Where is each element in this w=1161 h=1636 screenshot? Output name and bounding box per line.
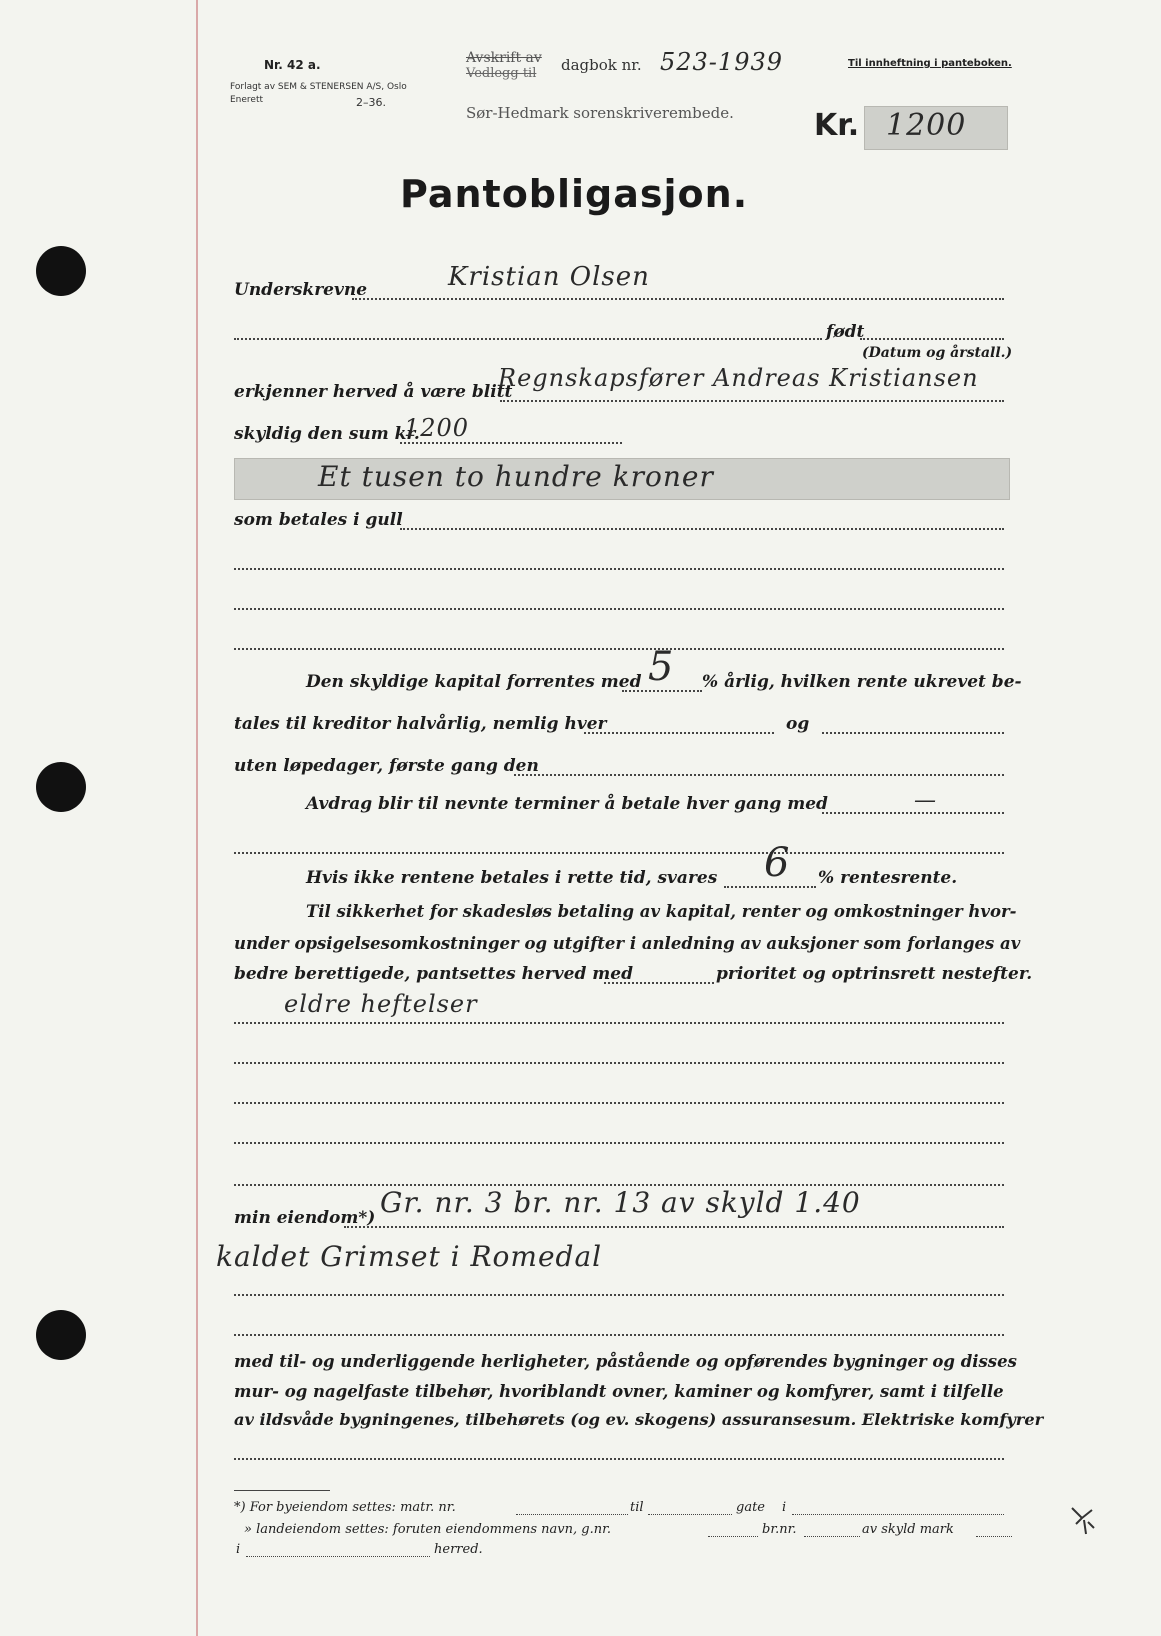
footnote-gate: gate xyxy=(736,1500,765,1515)
fodt-label: født xyxy=(826,322,865,342)
footnote-line xyxy=(516,1514,628,1515)
tilbehor-line-3: av ildsvåde bygningenes, tilbehørets (og ev. skogens) assuransesum. Elektriske komfyrer xyxy=(234,1410,1044,1429)
sikkerhet-line-2: under opsigelsesomkostninger og utgifter i anledning av auksjoner som forlanges av xyxy=(234,934,1021,953)
form-number: Nr. 42 a. xyxy=(264,58,321,72)
rente-label-a: Den skyldige kapital forrentes med xyxy=(306,672,642,692)
underskrevne-signature: Kristian Olsen xyxy=(448,262,650,292)
footnote-line xyxy=(246,1556,430,1557)
avskrift-label: Avskrift av xyxy=(466,50,542,66)
footnote-line xyxy=(648,1514,732,1515)
halvarlig-label: tales til kreditor halvårlig, nemlig hver xyxy=(234,714,607,734)
footnote-line xyxy=(976,1536,1012,1537)
blank-line xyxy=(234,568,1004,570)
lopedager-line xyxy=(514,774,1004,776)
skyldig-label: skyldig den sum kr. xyxy=(234,424,420,444)
hvis-value: 6 xyxy=(764,840,791,886)
kr-label: Kr. xyxy=(814,108,860,143)
avdrag-value: — xyxy=(914,788,937,813)
blank-line xyxy=(234,1458,1004,1460)
footnote-til: til xyxy=(630,1500,644,1515)
dagbok-number: 523-1939 xyxy=(660,48,783,76)
datum-note: (Datum og årstall.) xyxy=(862,345,1013,361)
prioritet-value: eldre heftelser xyxy=(284,990,478,1018)
halvarlig-line xyxy=(584,732,774,734)
footnote-line xyxy=(804,1536,860,1537)
blank-line xyxy=(234,1022,1004,1024)
archive-mark-icon xyxy=(1068,1504,1098,1538)
margin-rule xyxy=(196,0,198,1636)
footnote-line xyxy=(792,1514,1004,1515)
og-label: og xyxy=(786,714,810,734)
underskrevne-line xyxy=(352,298,1004,300)
punch-hole-icon xyxy=(36,762,86,812)
rights-line: Enerett xyxy=(230,95,264,105)
footnote-line xyxy=(708,1536,758,1537)
prioritet-line xyxy=(604,982,714,984)
blank-line xyxy=(234,1062,1004,1064)
og-line xyxy=(822,732,1004,734)
blank-line xyxy=(234,852,1004,854)
fodt-line-right xyxy=(860,338,1004,340)
footnote-skyld: av skyld mark xyxy=(862,1522,954,1537)
fodt-line xyxy=(234,338,822,340)
gull-line xyxy=(400,528,1004,530)
eiendom-label: min eiendom*) xyxy=(234,1208,376,1228)
hvis-label-a: Hvis ikke rentene betales i rette tid, svares xyxy=(306,868,718,888)
punch-hole-icon xyxy=(36,246,86,296)
hvis-label-b: % rentesrente. xyxy=(818,868,958,888)
blank-line xyxy=(234,1142,1004,1144)
dagbok-label: dagbok nr. xyxy=(561,56,642,74)
blank-line xyxy=(234,648,1004,650)
avdrag-line xyxy=(822,812,1004,814)
skyldig-line xyxy=(400,442,622,444)
vedlegg-label: Vedlegg til xyxy=(466,66,537,81)
footnote-herred-i: i xyxy=(236,1542,241,1557)
sikkerhet-line-3a: bedre berettigede, pantsettes herved med xyxy=(234,964,633,984)
footnote-rule xyxy=(234,1490,330,1491)
avdrag-label: Avdrag blir til nevnte terminer å betale hver gang med xyxy=(306,794,828,814)
blank-line xyxy=(234,608,1004,610)
gull-label: som betales i gull xyxy=(234,510,403,530)
tilbehor-line-1: med til- og underliggende herligheter, påstående og opførendes bygninger og disses xyxy=(234,1352,1017,1371)
rente-label-b: % årlig, hvilken rente ukrevet be- xyxy=(702,672,1022,692)
publisher-line: Forlagt av SEM & STENERSEN A/S, Oslo xyxy=(230,82,407,92)
footnote-herred: herred. xyxy=(434,1542,483,1557)
right-note: Til innheftning i panteboken. xyxy=(848,58,1012,69)
rente-line xyxy=(622,690,702,692)
eiendom-value-1: Gr. nr. 3 br. nr. 13 av skyld 1.40 xyxy=(380,1186,861,1219)
sikkerhet-line-3b: prioritet og optrinsrett nestefter. xyxy=(716,964,1033,984)
tilbehor-line-2: mur- og nagelfaste tilbehør, hvoriblandt ovner, kaminer og komfyrer, samt i tilfelle xyxy=(234,1382,1004,1401)
kr-amount: 1200 xyxy=(886,108,967,143)
underskrevne-label: Underskrevne xyxy=(234,280,368,300)
footnote-brnr: br.nr. xyxy=(762,1522,797,1537)
creditor-line xyxy=(500,400,1004,402)
blank-line xyxy=(234,1334,1004,1336)
footnote-land-label: » landeiendom settes: foruten eiendommens navn, g.nr. xyxy=(244,1522,611,1537)
skyldig-amount: 1200 xyxy=(404,414,470,442)
punch-hole-icon xyxy=(36,1310,86,1360)
erkjenner-label: erkjenner herved å være blitt xyxy=(234,382,513,402)
footnote-by-label: *) For byeiendom settes: matr. nr. xyxy=(234,1500,456,1515)
document-title: Pantobligasjon. xyxy=(400,172,749,216)
lopedager-label: uten løpedager, første gang den xyxy=(234,756,539,776)
eiendom-value-2: kaldet Grimset i Romedal xyxy=(216,1240,603,1273)
edition-line: 2–36. xyxy=(356,96,386,109)
blank-line xyxy=(234,1102,1004,1104)
eiendom-line xyxy=(344,1226,1004,1228)
amount-words: Et tusen to hundre kroner xyxy=(318,460,714,493)
creditor-name: Regnskapsfører Andreas Kristiansen xyxy=(498,364,979,392)
footnote-i: i xyxy=(782,1500,787,1515)
hvis-line xyxy=(724,886,816,888)
sikkerhet-line-1: Til sikkerhet for skadesløs betaling av kapital, renter og omkostninger hvor- xyxy=(306,902,1017,921)
blank-line xyxy=(234,1294,1004,1296)
rente-value: 5 xyxy=(648,644,675,690)
office-line: Sør-Hedmark sorenskriverembede. xyxy=(466,104,734,122)
